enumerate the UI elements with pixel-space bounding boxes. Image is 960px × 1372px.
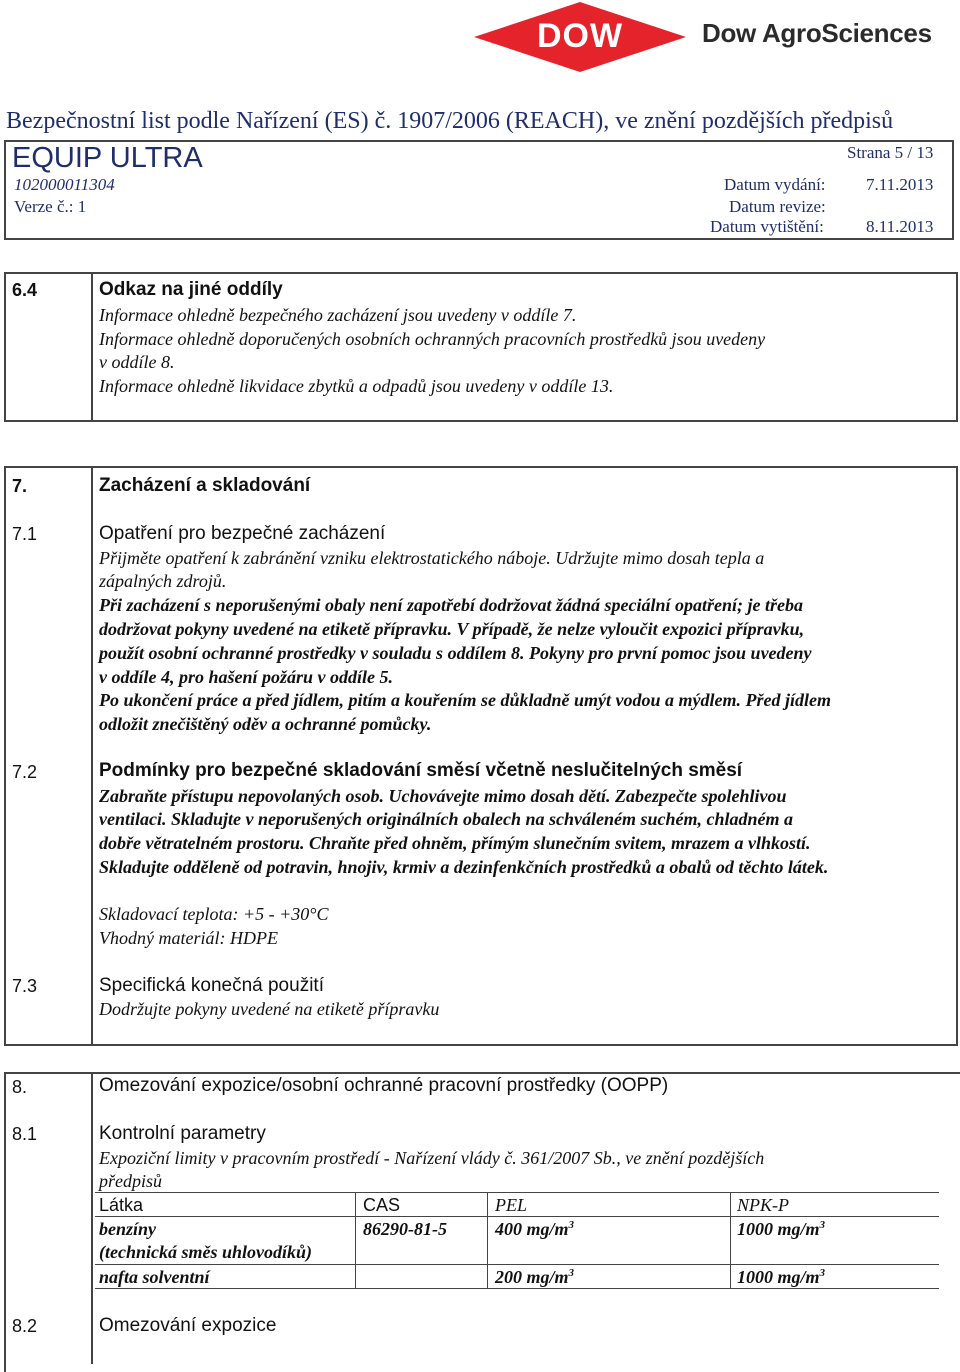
section-7-title: Zacházení a skladování — [99, 475, 311, 496]
table-cell-substance: benzíny — [99, 1219, 157, 1239]
section-8-title: Omezování expozice/osobní ochranné pracovní prostředky (OOPP) — [99, 1075, 669, 1096]
table-cell-pel: 400 $mg/m^3$ — [495, 1219, 575, 1239]
section-8-2-number: 8.2 — [12, 1316, 38, 1336]
section-7-1-title: Opatření pro bezpečné zacházení — [99, 523, 386, 544]
table-header-npk: NPK-P — [737, 1195, 789, 1215]
section-6-4-number: 6.4 — [12, 280, 38, 300]
section-8-divider — [91, 1074, 93, 1364]
section-6-4-line: Informace ohledně bezpečného zacházení jsou uvedeny v oddíle 7. — [99, 305, 577, 325]
dow-logo — [474, 2, 686, 72]
section-8-1-number: 8.1 — [12, 1124, 38, 1144]
table-header-pel: PEL — [495, 1195, 528, 1215]
section-7-1-line: Při zacházení s neporušenými obaly není zapotřebí dodržovat žádná speciální opatření; je třeba — [99, 595, 804, 615]
dow-logo-text: DOW — [536, 17, 624, 55]
section-7-1-line: odložit znečištěný oděv a ochranné pomůcky. — [99, 714, 432, 734]
section-6-4-divider — [91, 274, 93, 420]
table-rule — [95, 1192, 939, 1193]
section-7-3-title: Specifická konečná použití — [99, 975, 324, 996]
section-7-1-line: zápalných zdrojů. — [99, 571, 227, 591]
section-6-4-line: Informace ohledně doporučených osobních ochranných pracovních prostředků jsou uvedeny — [99, 329, 766, 349]
section-7-1-line: použít osobní ochranné prostředky v souladu s oddílem 8. Pokyny pro první pomoc jsou uvedeny — [99, 643, 812, 663]
registered-mark: ® — [626, 58, 634, 69]
table-cell-substance: nafta solventní — [99, 1267, 210, 1287]
issue-date-value: 7.11.2013 — [866, 175, 934, 194]
section-7-2-line: Skladujte odděleně od potravin, hnojiv, krmiv a dezinfenkčních prostředků a obalů od těchto látek. — [99, 857, 829, 877]
version: Verze č.: 1 — [14, 197, 87, 216]
section-7-2-title: Podmínky pro bezpečné skladování směsí včetně neslučitelných směsí — [99, 760, 743, 781]
section-7-1-line: Po ukončení práce a před jídlem, pitím a kouřením se důkladně umýt vodou a mýdlem. Před jídlem — [99, 690, 831, 710]
section-6-4-line: v oddíle 8. — [99, 352, 175, 372]
section-7-2-line: dobře větratelném prostoru. Chraňte před ohněm, přímým slunečním svitem, mrazem a vlhkostí. — [99, 833, 811, 853]
section-7-2-line: Zabraňte přístupu nepovolaných osob. Uchovávejte mimo dosah dětí. Zabezpečte spolehlivou — [99, 786, 787, 806]
section-8-1-line: Expoziční limity v pracovním prostředí - Nařízení vlády č. 361/2007 Sb., ve znění pozdějších — [99, 1148, 765, 1168]
section-7-1-number: 7.1 — [12, 524, 38, 544]
section-7-divider — [91, 468, 93, 1044]
table-rule — [95, 1288, 939, 1289]
section-7-1-line: dodržovat pokyny uvedené na etiketě přípravku. V případě, že nelze vyloučit expozici přípravku, — [99, 619, 805, 639]
brand-name: Dow AgroSciences — [702, 18, 932, 48]
issue-date-label: Datum vydání: — [724, 175, 826, 194]
section-7-2-line: ventilaci. Skladujte v neporušených originálních obalech na schváleném suchém, chladném a — [99, 809, 794, 829]
section-7-1-line: Přijměte opatření k zabránění vzniku elektrostatického náboje. Udržujte mimo dosah tepla a — [99, 548, 765, 568]
print-date-label: Datum vytištění: — [710, 217, 824, 236]
suitable-material: Vhodný materiál: HDPE — [99, 928, 278, 948]
section-7-2-number: 7.2 — [12, 762, 38, 782]
section-8-number: 8. — [12, 1077, 28, 1097]
section-7-3-number: 7.3 — [12, 976, 38, 996]
table-cell-npk: 1000 $mg/m^3$ — [737, 1219, 826, 1239]
table-cell-npk: 1000 $mg/m^3$ — [737, 1267, 826, 1287]
product-code: 102000011304 — [14, 175, 115, 194]
table-rule — [730, 1192, 731, 1288]
section-6-4-title: Odkaz na jiné oddíly — [99, 279, 283, 300]
product-name: EQUIP ULTRA — [12, 142, 203, 174]
table-header-substance: Látka — [99, 1195, 144, 1215]
table-cell-pel: 200 $mg/m^3$ — [495, 1267, 575, 1287]
table-cell-substance-detail: (technická směs uhlovodíků) — [99, 1242, 313, 1262]
revision-date-label: Datum revize: — [729, 197, 826, 216]
section-8-1-title: Kontrolní parametry — [99, 1123, 266, 1144]
section-6-4-line: Informace ohledně likvidace zbytků a odpadů jsou uvedeny v oddíle 13. — [99, 376, 614, 396]
table-rule — [487, 1192, 488, 1288]
table-cell-cas: 86290-81-5 — [363, 1219, 447, 1239]
storage-temperature: Skladovací teplota: +5 - +30°C — [99, 904, 329, 924]
table-rule — [355, 1192, 356, 1288]
table-rule — [95, 1264, 939, 1265]
section-8-1-line: předpisů — [99, 1171, 162, 1191]
document-title: Bezpečnostní list podle Nařízení (ES) č. 1907/2006 (REACH), ve znění pozdějších předpisů — [6, 108, 894, 134]
table-header-cas: CAS — [363, 1195, 401, 1215]
section-7-number: 7. — [12, 476, 28, 496]
print-date-value: 8.11.2013 — [866, 217, 934, 236]
table-rule — [95, 1216, 939, 1217]
page-number: Strana 5 / 13 — [847, 143, 934, 162]
section-8-2-title: Omezování expozice — [99, 1315, 277, 1336]
section-7-1-line: v oddíle 4, pro hašení požáru v oddíle 5. — [99, 667, 394, 687]
section-7-3-line: Dodržujte pokyny uvedené na etiketě přípravku — [99, 999, 440, 1019]
